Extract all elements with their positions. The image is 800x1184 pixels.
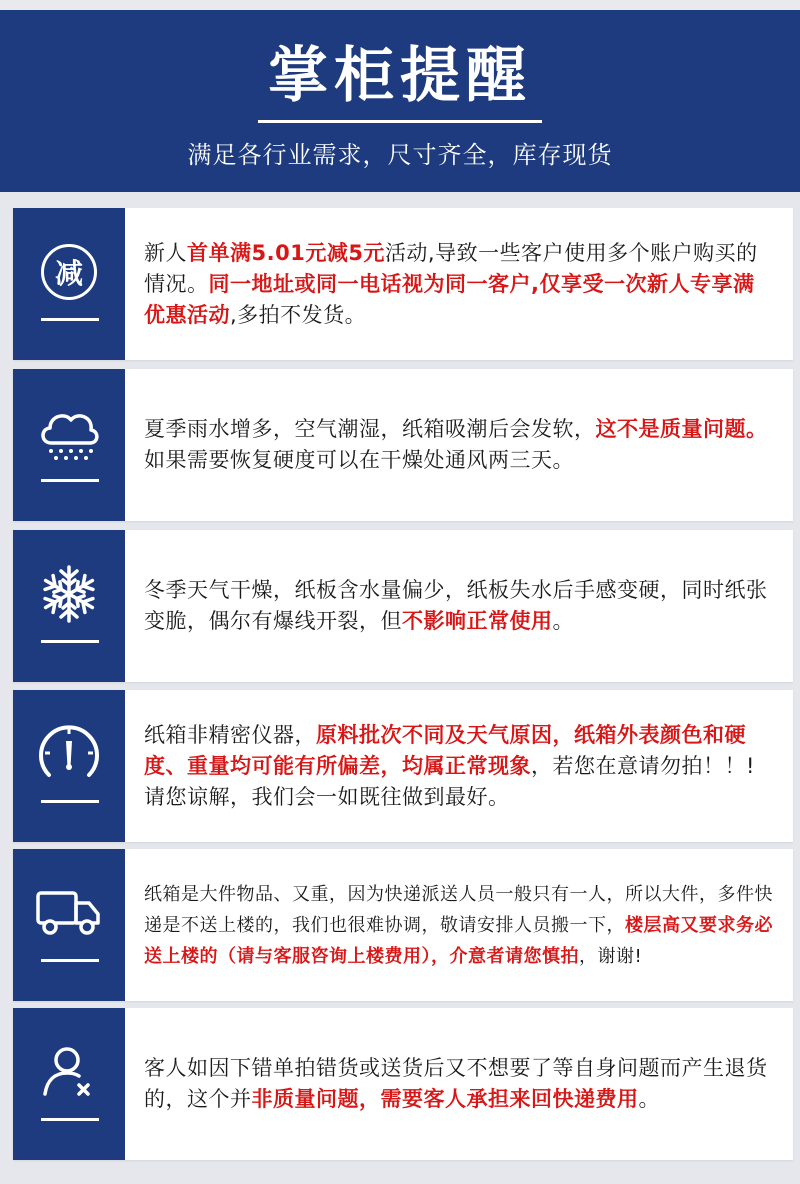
- text-highlight: 不影响正常使用: [402, 609, 553, 633]
- notice-card-returns: [13, 1008, 793, 1160]
- notice-card-delivery: [13, 849, 793, 1001]
- notice-card-new-customer: [13, 208, 793, 360]
- notice-text: [144, 530, 773, 682]
- text-segment: 如果需要恢复硬度可以在干燥处通风两三天。: [144, 448, 574, 472]
- notice-text: [144, 849, 773, 1001]
- title-divider: [258, 120, 542, 123]
- icon-underline: [41, 318, 99, 321]
- notice-card-summer-humidity: [13, 369, 793, 521]
- header-banner: [0, 0, 800, 192]
- text-segment: ，谢谢!: [579, 945, 643, 967]
- card-icon-panel: [13, 1008, 125, 1160]
- icon-underline: [41, 640, 99, 643]
- page-subtitle: 满足各行业需求，尺寸齐全，库存现货: [187, 141, 613, 169]
- notice-text: [144, 690, 773, 842]
- text-segment: ,多拍不发货。: [230, 302, 367, 327]
- notice-card-precision: [13, 690, 793, 842]
- notice-card-winter-dryness: [13, 530, 793, 682]
- text-segment: 活动,导致一些客户使用多个账户购买的情况。: [144, 240, 758, 296]
- notice-text: [144, 208, 773, 360]
- text-segment: 新人: [144, 240, 187, 265]
- text-highlight: 首单满5.01元减5元: [187, 240, 385, 265]
- icon-underline: [41, 1118, 99, 1121]
- icon-underline: [41, 800, 99, 803]
- icon-underline: [41, 959, 99, 962]
- card-icon-panel: [13, 369, 125, 521]
- text-highlight: 这不是质量问题。: [595, 417, 768, 441]
- discount-icon-text: 减: [41, 244, 97, 300]
- notice-text: [144, 369, 773, 521]
- notice-text: [144, 1008, 773, 1160]
- text-highlight: 楼层高又要求务必送上楼的（请与客服咨询上楼费用），介意者请您慎拍: [144, 914, 773, 967]
- text-segment: 冬季天气干燥，纸板含水量偏少，纸板失水后手感变硬，同时纸张变脆，偶尔有爆线开裂，但: [144, 578, 768, 633]
- text-highlight: 非质量问题，需要客人承担来回快递费用: [251, 1087, 639, 1111]
- rain-cloud-icon: [35, 399, 103, 467]
- icon-underline: [41, 479, 99, 482]
- text-highlight: 同一地址或同一电话视为同一客户,仅享受一次新人专享满优惠活动: [144, 271, 755, 327]
- text-segment: 夏季雨水增多，空气潮湿，纸箱吸潮后会发软，: [144, 417, 596, 441]
- snowflake-icon: [35, 560, 103, 628]
- text-segment: 纸箱非精密仪器，: [144, 722, 316, 747]
- discount-icon: [35, 238, 103, 306]
- text-segment: 客人如因下错单拍错货或送货后又不想要了等自身问题而产生退货的，这个并: [144, 1056, 768, 1111]
- gauge-icon: [35, 720, 103, 788]
- text-segment: 。: [638, 1087, 660, 1111]
- card-icon-panel: [13, 208, 125, 360]
- text-segment: 纸箱是大件物品、又重，因为快递派送人员一般只有一人，所以大件，多件快递是不送上楼的，我们也很难协调，敬请安排人员搬一下，: [144, 883, 773, 936]
- card-icon-panel: [13, 530, 125, 682]
- page-title: 掌柜提醒: [268, 41, 532, 111]
- delivery-truck-icon: [35, 879, 103, 947]
- text-highlight: 原料批次不同及天气原因，纸箱外表颜色和硬度、重量均可能有所偏差，均属正常现象: [144, 722, 746, 778]
- text-segment: 。: [552, 609, 574, 633]
- user-remove-icon: [35, 1038, 103, 1106]
- text-segment: ，若您在意请勿拍！！!请您谅解，我们会一如既往做到最好。: [144, 753, 755, 809]
- card-icon-panel: [13, 690, 125, 842]
- card-icon-panel: [13, 849, 125, 1001]
